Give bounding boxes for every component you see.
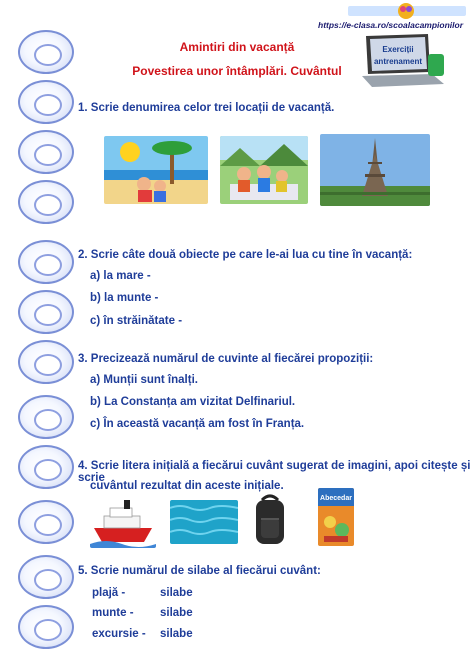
question-1: 1. Scrie denumirea celor trei locații de vacanță.	[78, 102, 335, 114]
q3-sentence-c: c) În această vacanță am fost în Franța.	[90, 418, 305, 430]
q2-answer-a: a) la mare -	[90, 270, 151, 282]
q2-answer-c: c) în străinătate -	[90, 315, 183, 327]
binding-ring	[18, 445, 74, 489]
question-2: 2. Scrie câte două obiecte pe care le-ai lua cu tine în vacanță:	[78, 249, 413, 261]
abecedar-book-picture	[318, 488, 354, 546]
q5-silabe-label: silabe	[160, 628, 193, 640]
binding-ring	[18, 605, 74, 649]
beach-picture	[104, 136, 208, 204]
q3-sentence-a: a) Munții sunt înalți.	[90, 374, 198, 386]
binding-ring	[18, 555, 74, 599]
question-4-line2: cuvântul rezultat din aceste inițiale.	[90, 480, 284, 492]
badge-line1: Exerciții	[382, 45, 414, 54]
title-line1: Amintiri din vacanță	[179, 40, 295, 54]
binding-ring	[18, 340, 74, 384]
binding-ring	[18, 290, 74, 334]
question-3: 3. Precizează numărul de cuvinte al fiecărei propoziții:	[78, 353, 374, 365]
q3-sentence-b: b) La Constanța am vizitat Delfinariul.	[90, 396, 296, 408]
binding-ring	[18, 395, 74, 439]
title-line2: Povestirea unor întâmplări. Cuvântul	[132, 64, 342, 78]
spiral-binding	[18, 30, 78, 660]
sea-water-picture	[170, 500, 238, 544]
mountain-picnic-picture	[220, 136, 308, 204]
school-logo	[348, 2, 466, 20]
q5-word-plaja: plajă -	[92, 587, 126, 599]
site-url[interactable]: https://e-clasa.ro/scoalacampionilor	[318, 20, 464, 30]
badge-line2: antrenament	[373, 57, 423, 66]
question-4-line1: 4. Scrie litera inițială a fiecărui cuvânt sugerat de imagini, apoi citește și scrie	[78, 460, 471, 484]
q5-silabe-label: silabe	[160, 607, 193, 619]
binding-ring	[18, 80, 74, 124]
binding-ring	[18, 240, 74, 284]
q5-word-excursie: excursie -	[92, 628, 146, 640]
question-5: 5. Scrie numărul de silabe al fiecărui cuvânt:	[78, 565, 321, 577]
book-title: Abecedar	[320, 495, 352, 502]
binding-ring	[18, 180, 74, 224]
binding-ring	[18, 130, 74, 174]
q5-word-munte: munte -	[92, 607, 134, 619]
binding-ring	[18, 500, 74, 544]
ship-picture	[90, 498, 156, 548]
q2-answer-b: b) la munte -	[90, 292, 159, 304]
eiffel-tower-picture	[320, 134, 430, 206]
q5-silabe-label: silabe	[160, 587, 193, 599]
backpack-picture	[250, 494, 290, 546]
